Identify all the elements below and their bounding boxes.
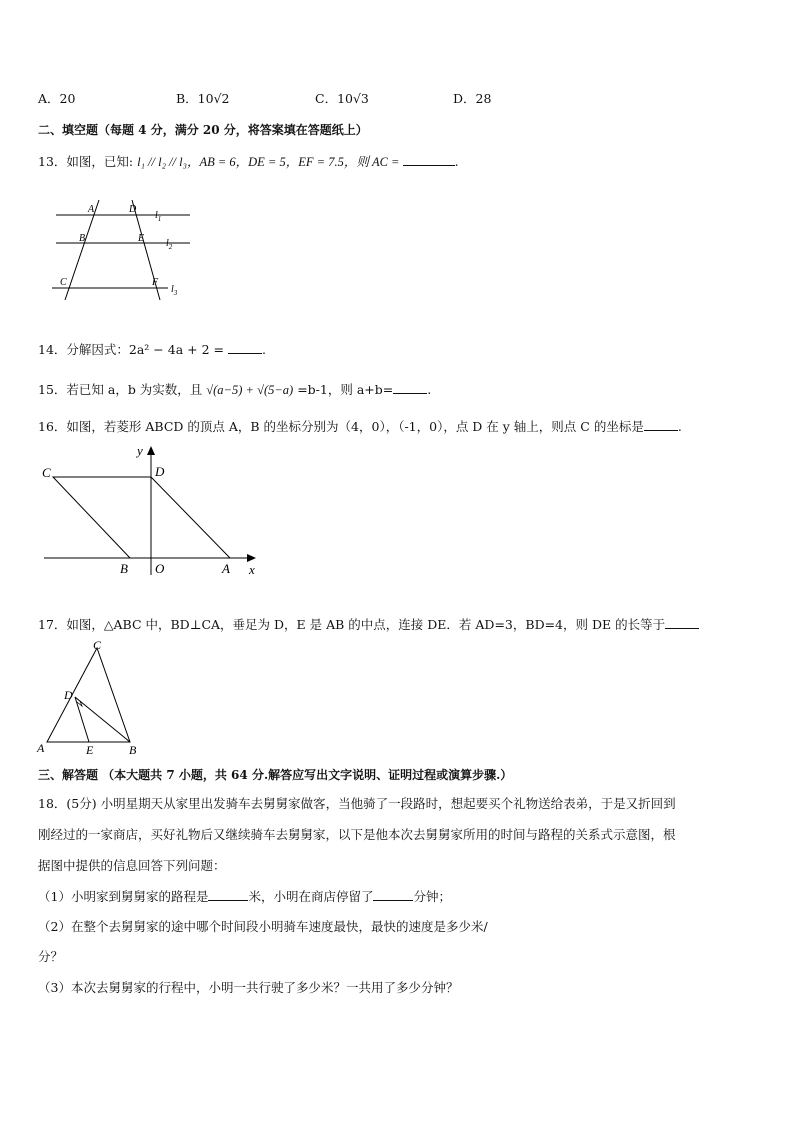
q14-end: . xyxy=(261,342,266,357)
q15-expression: √(a−5) + √(5−a) xyxy=(206,383,294,397)
label-a: A xyxy=(222,561,230,576)
segment-de xyxy=(75,697,89,742)
y-axis-arrow xyxy=(147,446,155,455)
label-c: C xyxy=(42,465,51,480)
q16-end: . xyxy=(677,419,682,434)
question-16 xyxy=(38,417,682,435)
label-b: B xyxy=(79,233,86,244)
label-a: A xyxy=(88,204,95,215)
option-b: B．10√2 xyxy=(176,91,230,106)
q18-line-1: 18．(5分) 小明星期天从家里出发骑车去舅舅家做客，当他骑了一段路时，想起要买个礼物送给表弟，于是又折回到 xyxy=(38,796,676,811)
q13-lead: 13．如图，已知: xyxy=(38,154,138,169)
q18-part-3: （3）本次去舅舅家的行程中，小明一共行驶了多少米？一共用了多少分钟？ xyxy=(38,980,459,995)
answer-blank xyxy=(228,341,262,354)
label-y: y xyxy=(137,443,143,458)
question-13 xyxy=(38,152,459,170)
q13-figure xyxy=(40,196,190,300)
question-14 xyxy=(38,340,266,358)
option-c: C．10√3 xyxy=(315,91,369,106)
answer-blank xyxy=(403,153,455,166)
q18-part-1-c: 分钟； xyxy=(413,889,451,904)
q17-text: 17．如图，△ABC 中，BD⊥CA，垂足为 D，E 是 AB 的中点，连接 DE．若 AD=3，BD=4，则 DE 的长等于 xyxy=(38,617,666,632)
label-c: C xyxy=(93,638,102,652)
q15-end: . xyxy=(427,382,432,397)
option-a: A．20 xyxy=(38,91,76,106)
label-o: O xyxy=(155,561,165,576)
section-3-heading: 三、解答题 （本大题共 7 小题，共 64 分.解答应写出文字说明、证明过程或演算步骤.） xyxy=(38,768,513,782)
x-axis-arrow xyxy=(247,554,256,562)
triangle-abc xyxy=(47,648,130,742)
q13-end: . xyxy=(454,154,459,169)
answer-blank xyxy=(208,888,248,901)
q18-part-1-b: 米，小明在商店停留了 xyxy=(248,889,374,904)
answer-blank xyxy=(393,381,427,394)
label-e: E xyxy=(138,233,145,244)
q18-part-1 xyxy=(38,887,451,905)
answer-blank xyxy=(665,616,699,629)
q13-condition: l₁ // l₂ // l₃，AB = 6，DE = 5，EF = 7.5，则 AC = xyxy=(137,155,403,169)
label-d: D xyxy=(64,688,73,702)
option-d: D．28 xyxy=(453,91,492,106)
q14-text: 14．分解因式：2a² − 4a + 2 = xyxy=(38,342,228,357)
label-d: D xyxy=(129,204,137,215)
label-b: B xyxy=(120,561,128,576)
label-c: C xyxy=(60,277,67,288)
q15-lead: 15．若已知 a，b 为实数，且 xyxy=(38,382,207,397)
q16-text: 16．如图，若菱形 ABCD 的顶点 A，B 的坐标分别为（4，0），（-1，0），点 D 在 y 轴上，则点 C 的坐标是 xyxy=(38,419,644,434)
rhombus-abcd xyxy=(53,477,230,558)
q17-figure xyxy=(34,636,144,756)
answer-blank xyxy=(373,888,413,901)
label-b: B xyxy=(129,743,137,756)
label-d: D xyxy=(155,464,165,479)
q15-mid: =b-1，则 a+b= xyxy=(293,382,394,397)
label-l3: $l_3$ xyxy=(171,284,178,297)
q18-line-3: 据图中提供的信息回答下列问题： xyxy=(38,858,226,873)
section-2-heading: 二、填空题（每题 4 分，满分 20 分，将答案填在答题纸上） xyxy=(38,123,368,137)
label-a: A xyxy=(37,741,45,755)
label-l2: $l_2$ xyxy=(166,238,173,251)
q18-part-2-cont: 分？ xyxy=(38,949,64,964)
label-f: F xyxy=(152,277,159,288)
answer-blank xyxy=(644,418,678,431)
label-x: x xyxy=(249,562,255,577)
q18-part-1-a: （1）小明家到舅舅家的路程是 xyxy=(38,889,209,904)
q16-figure xyxy=(38,440,264,578)
label-l1: $l_1$ xyxy=(155,210,162,223)
question-15 xyxy=(38,380,431,398)
q18-part-2: （2）在整个去舅舅家的途中哪个时间段小明骑车速度最快，最快的速度是多少米/ xyxy=(38,919,488,934)
label-e: E xyxy=(86,743,94,756)
q18-line-2: 刚经过的一家商店，买好礼物后又继续骑车去舅舅家，以下是他本次去舅舅家所用的时间与路程的关系式示意图，根 xyxy=(38,827,676,842)
question-17 xyxy=(38,615,699,633)
